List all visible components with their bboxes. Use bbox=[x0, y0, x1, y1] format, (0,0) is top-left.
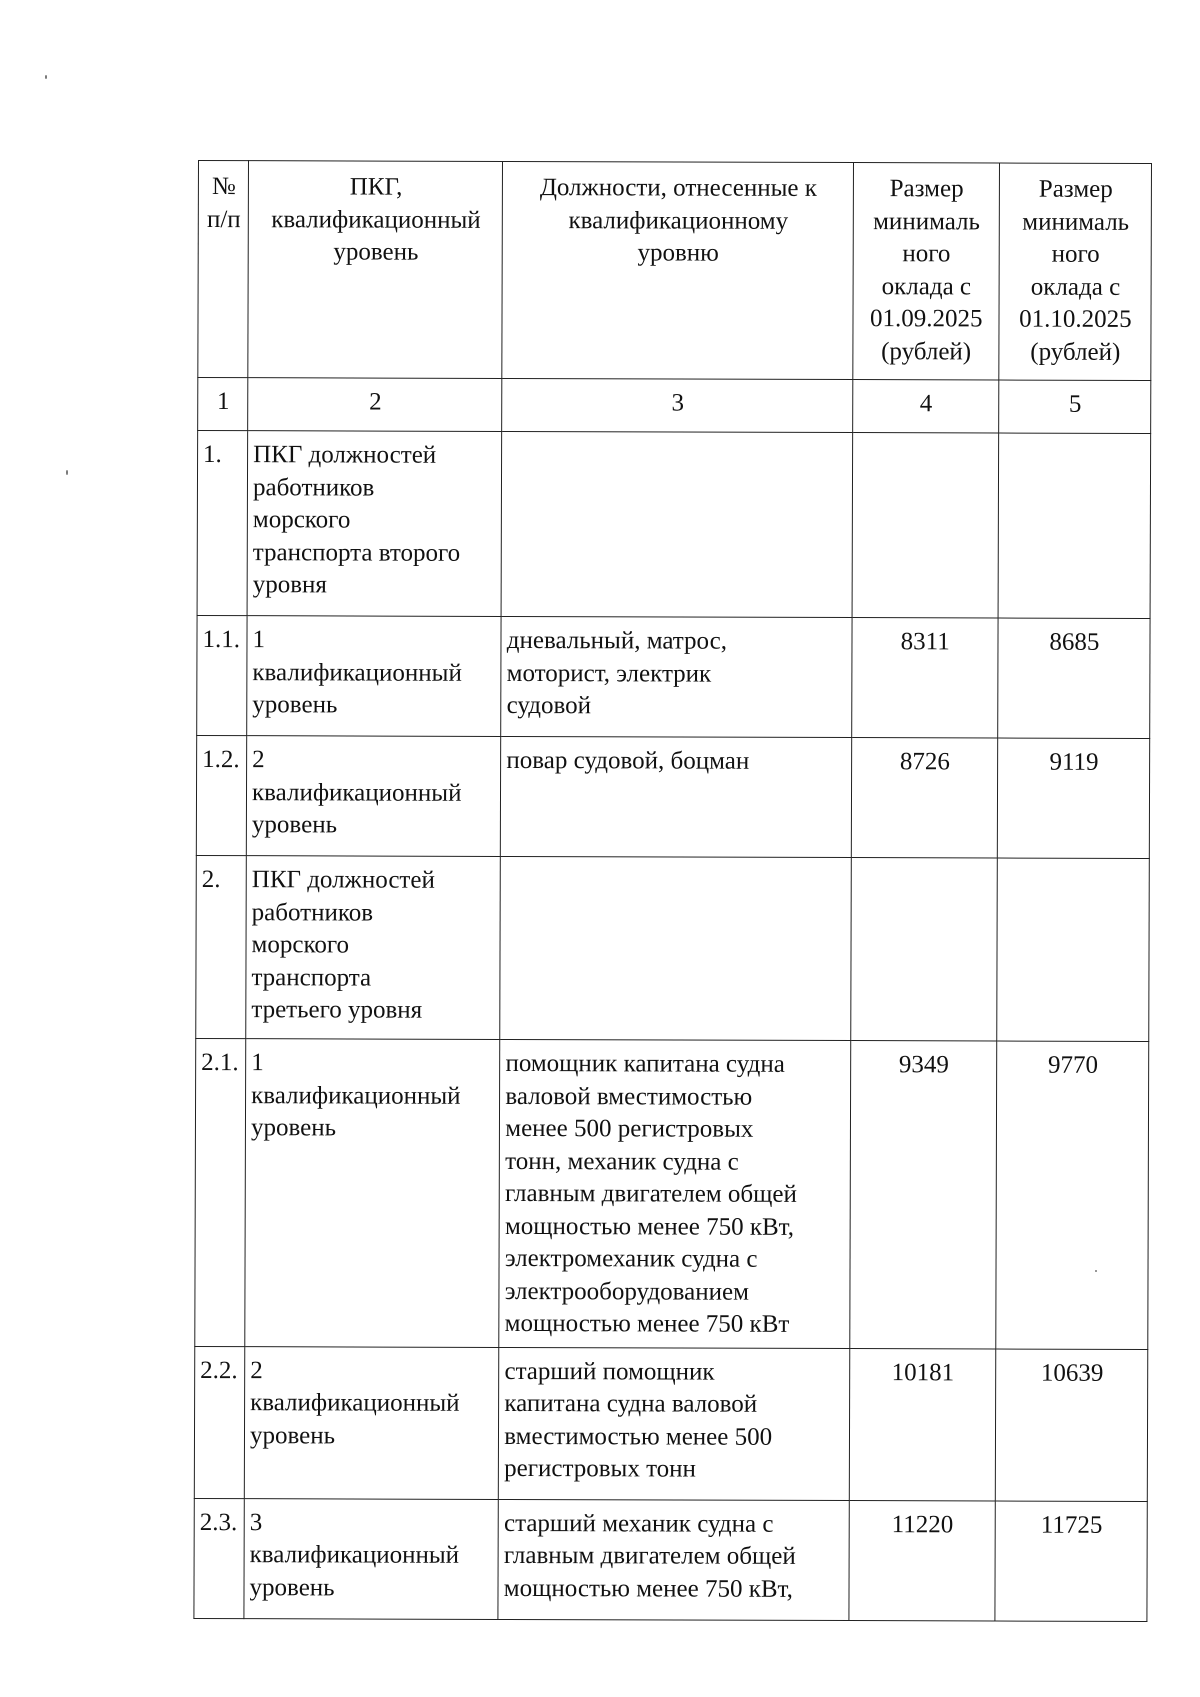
table-row bbox=[196, 855, 1150, 1041]
group-name: 2 квалификационный уровень bbox=[246, 736, 501, 857]
table-row bbox=[194, 1498, 1147, 1621]
group-name: ПКГ должностей работников морского транспорта третьего уровня bbox=[246, 856, 501, 1040]
positions-cell: старший помощник капитана судна валовой вместимостью менее 500 регистровых тонн bbox=[499, 1347, 850, 1500]
salary-0110: 11725 bbox=[995, 1501, 1148, 1621]
salary-0109: 8726 bbox=[851, 738, 998, 858]
salary-0110: 9770 bbox=[996, 1041, 1149, 1349]
column-number: 3 bbox=[502, 378, 853, 432]
header-salary-0110: Размер минималь ного оклада с 01.10.2025 (рублей) bbox=[999, 163, 1152, 380]
salary-0109: 9349 bbox=[849, 1041, 996, 1349]
salary-table bbox=[193, 160, 1152, 1621]
positions-cell: помощник капитана судна валовой вместимостью менее 500 регистровых тонн, механик судна с главным двигателем общей мощностью менее 750 кВт, электромеханик судна с электрооборудованием мощностью менее 750 кВт bbox=[499, 1039, 850, 1348]
salary-0109: 11220 bbox=[849, 1500, 996, 1620]
positions-cell: дневальный, матрос, моторист, электрик судовой bbox=[501, 616, 852, 737]
table-row bbox=[197, 615, 1150, 738]
column-number: 5 bbox=[998, 380, 1150, 433]
row-number: 2.2. bbox=[194, 1346, 245, 1498]
table-row bbox=[197, 431, 1151, 619]
positions-cell bbox=[500, 856, 851, 1040]
group-name: 2 квалификационный уровень bbox=[244, 1346, 499, 1499]
salary-0110: 9119 bbox=[997, 738, 1150, 858]
row-number: 1. bbox=[197, 431, 248, 616]
salary-0109 bbox=[850, 858, 997, 1041]
positions-cell bbox=[501, 431, 852, 617]
scan-speck bbox=[66, 470, 68, 475]
row-number: 1.1. bbox=[197, 615, 247, 735]
header-number: № п/п bbox=[198, 161, 249, 378]
group-name: 1 квалификационный уровень bbox=[247, 616, 502, 737]
group-name: ПКГ должностей работников морского транспорта второго уровня bbox=[247, 431, 502, 617]
header-salary-0109: Размер минималь ного оклада с 01.09.2025 (рублей) bbox=[852, 163, 999, 380]
table-row bbox=[194, 1346, 1147, 1501]
salary-0110 bbox=[997, 858, 1150, 1041]
salary-0109: 8311 bbox=[851, 618, 998, 738]
header-row bbox=[198, 161, 1152, 381]
column-number: 1 bbox=[198, 378, 248, 431]
positions-cell: старший механик судна с главным двигателем общей мощностью менее 750 кВт, bbox=[498, 1499, 849, 1620]
table-row bbox=[195, 1038, 1149, 1348]
group-name: 3 квалификационный уровень bbox=[244, 1498, 499, 1619]
salary-0109 bbox=[852, 433, 999, 618]
salary-0110: 10639 bbox=[995, 1349, 1148, 1501]
row-number: 2.1. bbox=[195, 1038, 246, 1346]
salary-0110: 8685 bbox=[998, 618, 1151, 738]
table-row bbox=[196, 735, 1149, 858]
salary-0109: 10181 bbox=[849, 1348, 996, 1500]
header-positions: Должности, отнесенные к квалификационному уровню bbox=[502, 161, 853, 379]
column-number-row bbox=[198, 378, 1151, 434]
row-number: 2. bbox=[196, 855, 247, 1038]
positions-cell: повар судовой, боцман bbox=[501, 736, 852, 857]
row-number: 1.2. bbox=[196, 735, 246, 855]
header-group: ПКГ, квалификационный уровень bbox=[248, 161, 503, 379]
row-number: 2.3. bbox=[194, 1498, 244, 1618]
scan-speck bbox=[45, 75, 47, 79]
salary-0110 bbox=[998, 433, 1151, 618]
group-name: 1 квалификационный уровень bbox=[245, 1039, 500, 1347]
column-number: 4 bbox=[852, 380, 998, 433]
column-number: 2 bbox=[248, 378, 502, 432]
